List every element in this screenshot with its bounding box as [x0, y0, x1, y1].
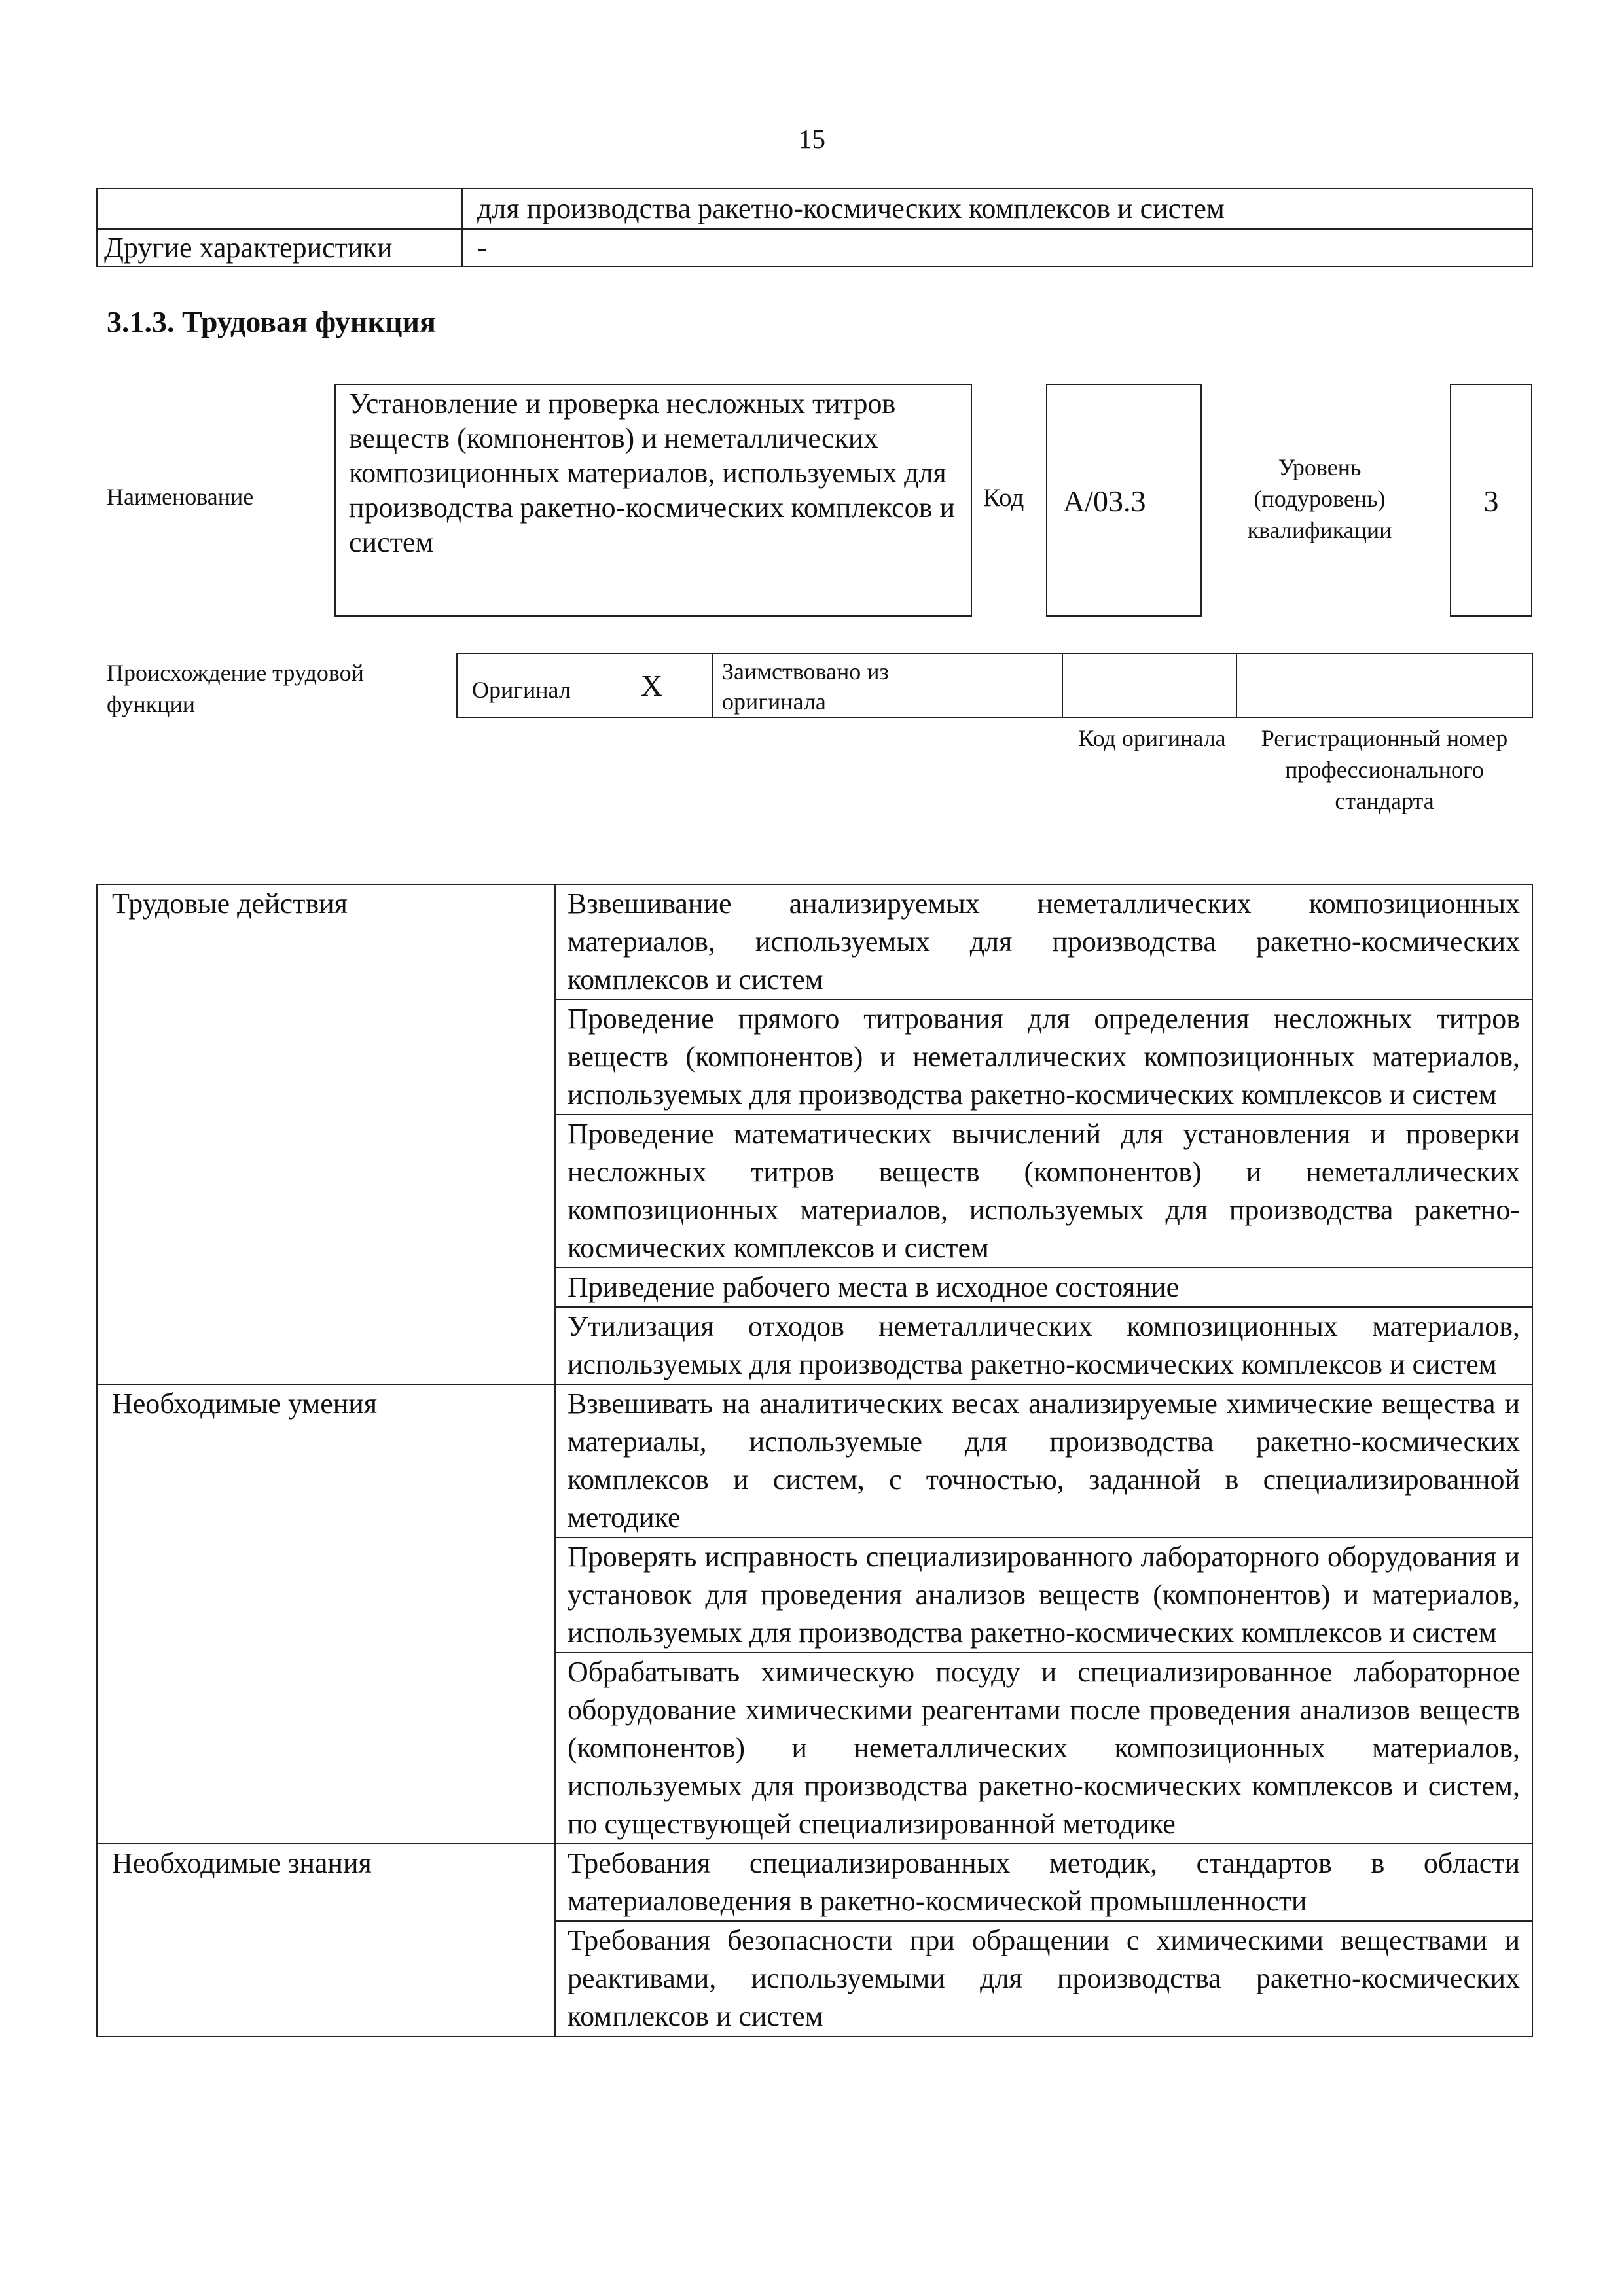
qualification-level-label: Уровень (подуровень) квалификации [1247, 454, 1392, 543]
table-row [97, 1384, 1532, 1537]
qualification-level-box: 3 [1450, 384, 1532, 617]
code-value-box: А/03.3 [1046, 384, 1202, 617]
page-number: 15 [799, 124, 825, 154]
requirement-cell: Приведение рабочего места в исходное состояние [555, 1268, 1532, 1307]
other-characteristics-value: - [477, 232, 487, 264]
other-characteristics-label: Другие характеристики [104, 232, 393, 264]
column-divider [461, 189, 463, 266]
original-label: Оригинал [472, 677, 571, 703]
requirement-cell: Проведение математических вычислений для установления и проверки несложных титров веществ (компонентов) и неметаллических композиционных материалов, используемых для производства ракетно-космических комплексов и систем [555, 1115, 1532, 1268]
category-cell: Необходимые умения [97, 1384, 555, 1844]
requirement-cell: Требования безопасности при обращении с химическими веществами и реактивами, используемыми для производства ракетно-космических комплексов и систем [555, 1921, 1532, 2036]
continuation-text: для производства ракетно-космических комплексов и систем [477, 192, 1225, 224]
requirement-cell: Требования специализированных методик, стандартов в области материаловедения в ракетно-космической промышленности [555, 1844, 1532, 1921]
naming-label: Наименование [107, 484, 254, 510]
category-cell: Необходимые знания [97, 1844, 555, 2036]
continuation-table [96, 188, 1533, 267]
requirement-cell: Проведение прямого титрования для определения несложных титров веществ (компонентов) и неметаллических композиционных материалов, используемых для производства ракетно-космических комплексов и систем [555, 999, 1532, 1115]
origin-divider [1062, 654, 1063, 717]
registration-number-caption: Регистрационный номер профессионального стандарта [1261, 725, 1508, 814]
requirement-cell: Утилизация отходов неметаллических композиционных материалов, используемых для производства ракетно-космических комплексов и систем [555, 1307, 1532, 1384]
origin-table [456, 653, 1533, 718]
requirement-cell: Взвешивание анализируемых неметаллических композиционных материалов, используемых для производства ракетно-космических комплексов и систем [555, 884, 1532, 999]
borrowed-label: Заимствовано из оригинала [722, 658, 889, 715]
section-title: 3.1.3. Трудовая функция [107, 305, 436, 338]
function-name-box: Установление и проверка несложных титров веществ (компонентов) и неметаллических композиционных материалов, используемых для производства ракетно-космических комплексов и систем [334, 384, 972, 617]
code-label: Код [983, 484, 1024, 512]
original-mark: X [641, 669, 663, 702]
table-row [97, 1844, 1532, 1921]
original-code-caption: Код оригинала [1078, 725, 1226, 751]
origin-label: Происхождение трудовой функции [107, 660, 364, 717]
table-row [97, 884, 1532, 999]
requirement-cell: Проверять исправность специализированного лабораторного оборудования и установок для проведения анализов веществ (компонентов) и материалов, используемых для производства ракетно-космических комплексов и систем [555, 1537, 1532, 1653]
requirement-cell: Взвешивать на аналитических весах анализируемые химические вещества и материалы, используемые для производства ракетно-космических комплексов и систем, с точностью, заданной в специализированной методике [555, 1384, 1532, 1537]
origin-divider [712, 654, 713, 717]
row-divider [98, 228, 1532, 230]
labor-function-table [96, 884, 1533, 2037]
category-cell: Трудовые действия [97, 884, 555, 1384]
origin-divider [1236, 654, 1237, 717]
requirement-cell: Обрабатывать химическую посуду и специализированное лабораторное оборудование химическими реагентами после проведения анализов веществ (компонентов) и неметаллических композиционных материалов, используемых для производства ракетно-космических комплексов и систем, по существующей специализированной методике [555, 1653, 1532, 1844]
